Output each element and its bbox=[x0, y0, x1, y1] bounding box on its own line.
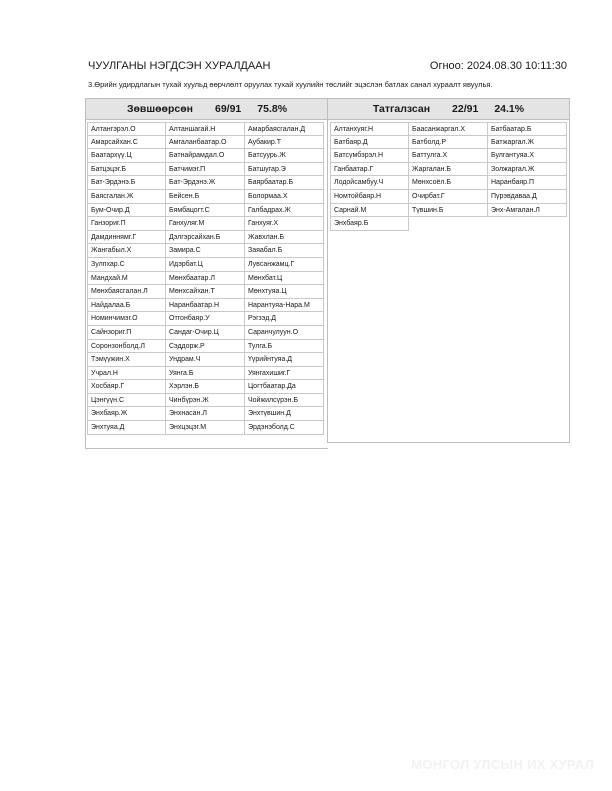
member-name-cell: Амгаланбаатар.О bbox=[166, 136, 245, 150]
member-name-cell: Цогтбаатар.Да bbox=[245, 380, 324, 394]
member-name-cell: Алтанхуяг.Н bbox=[330, 122, 409, 136]
member-name-cell: Саранчулуун.О bbox=[245, 326, 324, 340]
approved-label: Зөвшөөрсөн bbox=[126, 103, 193, 115]
member-name-cell: Түвшин.Б bbox=[409, 204, 488, 218]
member-name-cell: Батнайрамдал.О bbox=[166, 149, 245, 163]
vote-datetime: Огноо: 2024.08.30 10:11:30 bbox=[429, 60, 567, 72]
member-name-cell: Ганбаатар.Г bbox=[330, 163, 409, 177]
member-name-cell: Ганхуяг.Х bbox=[245, 217, 324, 231]
member-name-cell: Бум-Очир.Д bbox=[87, 204, 166, 218]
member-name-cell: Золжаргал.Ж bbox=[488, 163, 567, 177]
member-name-cell: Батбаатар.Б bbox=[488, 122, 567, 136]
member-name-cell: Ганзориг.П bbox=[87, 217, 166, 231]
member-name-cell: Батчимэг.П bbox=[166, 163, 245, 177]
member-name-cell: Батцэцэг.Б bbox=[87, 163, 166, 177]
rejected-label: Татгалзсан bbox=[372, 103, 431, 115]
session-title: ЧУУЛГАНЫ НЭГДСЭН ХУРАЛДААН bbox=[88, 60, 271, 72]
member-name-cell: Амарбаясгалан.Д bbox=[245, 122, 324, 136]
member-name-cell: Номинчимэг.О bbox=[87, 312, 166, 326]
member-name-cell: Лодойсамбуу.Ч bbox=[330, 176, 409, 190]
member-name-cell: Уянга.Б bbox=[166, 367, 245, 381]
member-name-cell: Эрдэнэболд.С bbox=[245, 421, 324, 435]
member-name-cell: Очирбат.Г bbox=[409, 190, 488, 204]
member-name-cell: Сарнай.М bbox=[330, 204, 409, 218]
rejected-header bbox=[328, 99, 569, 120]
member-name-cell: Сэддорж.Р bbox=[166, 340, 245, 354]
member-name-cell: Мөнхбаясгалан.Л bbox=[87, 285, 166, 299]
member-name-cell: Энхцэцэг.М bbox=[166, 421, 245, 435]
member-name-cell: Энх-Амгалан.Л bbox=[488, 204, 567, 218]
member-name-cell: Нарантуяа-Нара.М bbox=[245, 299, 324, 313]
member-name-cell: Батсуурь.Ж bbox=[245, 149, 324, 163]
member-name-cell: Энхтуяа.Д bbox=[87, 421, 166, 435]
member-name-cell: Баясгалан.Ж bbox=[87, 190, 166, 204]
member-name-cell: Энхбаяр.Б bbox=[330, 217, 409, 231]
member-name-cell: Батбаяр.Д bbox=[330, 136, 409, 150]
member-name-cell: Хэрлэн.Б bbox=[166, 380, 245, 394]
member-name-cell: Мөнхтуяа.Ц bbox=[245, 285, 324, 299]
approved-percent: 75.8% bbox=[257, 103, 288, 115]
member-name-cell: Булгантуяа.Х bbox=[488, 149, 567, 163]
approved-header bbox=[86, 99, 328, 120]
member-name-cell: Дэлгэрсайхан.Б bbox=[166, 231, 245, 245]
member-name-cell: Мандхай.М bbox=[87, 272, 166, 286]
member-name-cell: Сандаг-Очир.Ц bbox=[166, 326, 245, 340]
member-name-cell: Галбадрах.Ж bbox=[245, 204, 324, 218]
member-name-cell: Ганхуляг.М bbox=[166, 217, 245, 231]
member-name-cell: Лувсанжамц.Г bbox=[245, 258, 324, 272]
member-name-cell: Номтойбаяр.Н bbox=[330, 190, 409, 204]
member-name-cell: Учрал.Н bbox=[87, 367, 166, 381]
member-name-cell: Соронзонболд.Л bbox=[87, 340, 166, 354]
member-name-cell: Амарсайхан.С bbox=[87, 136, 166, 150]
member-name-cell: Рэгзэд.Д bbox=[245, 312, 324, 326]
member-name-cell: Идэрбат.Ц bbox=[166, 258, 245, 272]
member-name-cell: Мөнхсайхан.Т bbox=[166, 285, 245, 299]
rejected-percent: 24.1% bbox=[494, 103, 525, 115]
approved-name-grid bbox=[87, 122, 324, 435]
member-name-cell: Уянгахишиг.Г bbox=[245, 367, 324, 381]
rejected-panel bbox=[327, 98, 570, 443]
agenda-item: 3.Өрийн удирдлагын тухай хуульд өөрчлөлт оруулах тухай хуулийн төслийг эцэслэн батлах санал хураалт явуулья. bbox=[88, 80, 493, 89]
member-name-cell: Тэмүүжин.Х bbox=[87, 353, 166, 367]
member-name-cell: Аубакир.Т bbox=[245, 136, 324, 150]
member-name-cell: Болормаа.Х bbox=[245, 190, 324, 204]
member-name-cell: Энхтүвшин.Д bbox=[245, 407, 324, 421]
member-name-cell: Заяабал.Б bbox=[245, 244, 324, 258]
rejected-count: 22/91 bbox=[452, 103, 479, 115]
member-name-cell: Алтаншагай.Н bbox=[166, 122, 245, 136]
member-name-cell: Баасанжаргал.Х bbox=[409, 122, 488, 136]
member-name-cell: Бямбацогт.С bbox=[166, 204, 245, 218]
member-name-cell: Цэнгүүн.С bbox=[87, 394, 166, 408]
member-name-cell: Пүрэвдаваа.Д bbox=[488, 190, 567, 204]
approved-panel bbox=[85, 98, 328, 449]
member-name-cell: Энхбаяр.Ж bbox=[87, 407, 166, 421]
member-name-cell: Үүрийнтуяа.Д bbox=[245, 353, 324, 367]
member-name-cell: Отгонбаяр.У bbox=[166, 312, 245, 326]
member-name-cell: Батболд.Р bbox=[409, 136, 488, 150]
member-name-cell: Баатархүү.Ц bbox=[87, 149, 166, 163]
parliament-watermark: МОНГОЛ УЛСЫН ИХ ХУРАЛ bbox=[411, 757, 594, 772]
member-name-cell: Бейсен.Б bbox=[166, 190, 245, 204]
member-name-cell: Тулга.Б bbox=[245, 340, 324, 354]
member-name-cell: Батсүмбэрэл.Н bbox=[330, 149, 409, 163]
member-name-cell: Хосбаяр.Г bbox=[87, 380, 166, 394]
member-name-cell: Наранбаяр.П bbox=[488, 176, 567, 190]
member-name-cell: Бат-Эрдэнэ.Б bbox=[87, 176, 166, 190]
member-name-cell: Чойжилсүрэн.Б bbox=[245, 394, 324, 408]
member-name-cell: Жангабыл.Х bbox=[87, 244, 166, 258]
member-name-cell: Батжаргал.Ж bbox=[488, 136, 567, 150]
member-name-cell: Найдалаа.Б bbox=[87, 299, 166, 313]
member-name-cell: Алтангэрэл.О bbox=[87, 122, 166, 136]
member-name-cell: Баттулга.Х bbox=[409, 149, 488, 163]
member-name-cell: Зулпхар.С bbox=[87, 258, 166, 272]
rejected-name-grid bbox=[330, 122, 567, 231]
member-name-cell: Батшугар.Э bbox=[245, 163, 324, 177]
member-name-cell: Жаргалан.Б bbox=[409, 163, 488, 177]
member-name-cell: Жавхлан.Б bbox=[245, 231, 324, 245]
member-name-cell: Баярбаатар.Б bbox=[245, 176, 324, 190]
approved-count: 69/91 bbox=[214, 103, 242, 115]
member-name-cell: Бат-Эрдэнэ.Ж bbox=[166, 176, 245, 190]
member-name-cell: Мөнхбат.Ц bbox=[245, 272, 324, 286]
member-name-cell: Энхнасан.Л bbox=[166, 407, 245, 421]
member-name-cell: Мөнхбаатар.Л bbox=[166, 272, 245, 286]
member-name-cell: Чинбүрэн.Ж bbox=[166, 394, 245, 408]
member-name-cell: Мөнхсоёл.Б bbox=[409, 176, 488, 190]
member-name-cell: Сайнзориг.П bbox=[87, 326, 166, 340]
member-name-cell: Замира.С bbox=[166, 244, 245, 258]
member-name-cell: Дамдиннямг.Г bbox=[87, 231, 166, 245]
member-name-cell: Наранбаатар.Н bbox=[166, 299, 245, 313]
member-name-cell: Ундрам.Ч bbox=[166, 353, 245, 367]
